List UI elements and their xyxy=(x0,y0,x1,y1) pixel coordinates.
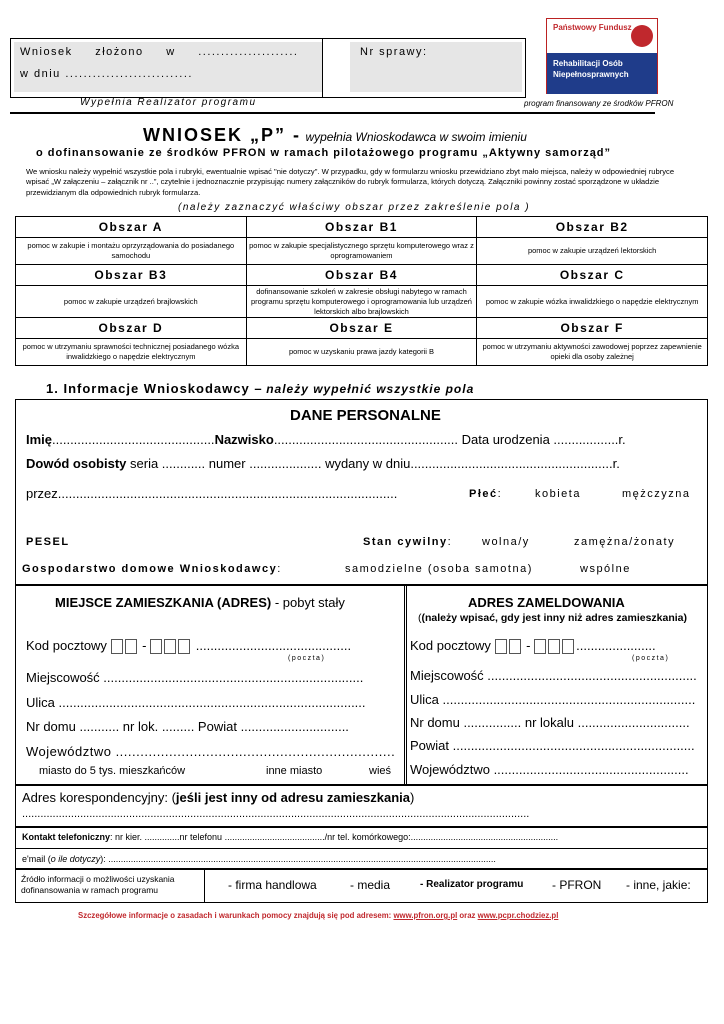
instruction-text: We wniosku należy wypełnić wszystkie pola i rubryki, ewentualnie wpisać "nie dotyczy". W przypadku, gdy w formularzu wniosku przewidziano zbyt mało miejsca, należy w odpowiedniej rubryce wpisać „W załączeniu – załącznik nr ..”, czytelnie i jednoznacznie przypisując numery załączników do rubryk formularza, których dotyczą. Załączniki powinny zostać sporządzone w układzie przewidzianym dla odpowiednich rubryk formularza. xyxy=(26,167,675,197)
residence-kod-field[interactable]: ........................................... xyxy=(195,638,352,653)
header-divider xyxy=(322,38,323,98)
inne-miasto-option[interactable]: inne miasto xyxy=(266,765,323,777)
area-a[interactable]: Obszar A xyxy=(16,217,247,238)
zamezna-option[interactable]: zamężna/żonaty xyxy=(574,536,676,548)
kobieta-option[interactable]: kobieta xyxy=(535,488,581,500)
phone-label: Kontakt telefoniczny xyxy=(22,832,111,842)
area-f-desc: pomoc w utrzymaniu aktywności zawodowej poprzez zapewnienie opieki dla osoby zależnej xyxy=(477,339,708,366)
household-label: Gospodarstwo domowe Wnioskodawcy: xyxy=(22,563,282,575)
source-divider xyxy=(204,869,205,903)
email-label: e'mail ( xyxy=(22,854,51,864)
address-divider xyxy=(404,585,407,785)
footer-text: Szczegółowe informacje o zasadach i warunkach pomocy znajdują się pod adresem: xyxy=(78,911,392,920)
area-b4[interactable]: Obszar B4 xyxy=(246,265,477,286)
area-b1[interactable]: Obszar B1 xyxy=(246,217,477,238)
wolna-option[interactable]: wolna/y xyxy=(482,536,530,548)
logo-line1: Państwowy Fundusz xyxy=(553,23,632,32)
area-b1-desc: pomoc w zakupie specjalistycznego sprzętu komputerowego wraz z oprogramowaniem xyxy=(246,238,477,265)
financed-note: program finansowany ze środków PFRON xyxy=(524,99,674,108)
section1-note: należy wypełnić wszystkie pola xyxy=(266,382,475,396)
source-firma-option[interactable]: - firma handlowa xyxy=(228,878,317,892)
nazwisko-label: Nazwisko xyxy=(214,432,274,447)
registration-kod-label: Kod pocztowy xyxy=(410,638,491,653)
title-main: WNIOSEK „P” - xyxy=(143,125,302,145)
area-b3[interactable]: Obszar B3 xyxy=(16,265,247,286)
footer-note xyxy=(78,911,558,920)
residence-poczta-label: (poczta) xyxy=(288,655,326,662)
household-text: Gospodarstwo domowe Wnioskodawcy xyxy=(22,563,278,575)
registration-nr-field[interactable]: Nr domu ................ nr lokalu ............................... xyxy=(410,715,690,730)
area-f[interactable]: Obszar F xyxy=(477,318,708,339)
source-pfron-option[interactable]: - PFRON xyxy=(552,878,602,892)
registration-ulica-field[interactable]: Ulica ...................................................................... xyxy=(410,692,696,707)
registration-powiat-field[interactable]: Powiat ................................................................... xyxy=(410,738,695,753)
phone-row xyxy=(22,832,558,842)
contact-divider xyxy=(15,848,708,849)
area-b2[interactable]: Obszar B2 xyxy=(477,217,708,238)
registration-miejscowosc-field[interactable]: Miejscowość .......................................................... xyxy=(410,668,697,683)
registration-wojewodztwo-field[interactable]: Województwo ...................................................... xyxy=(410,762,689,777)
residence-miejscowosc-field[interactable]: Miejscowość ........................................................................ xyxy=(26,670,364,685)
area-d[interactable]: Obszar D xyxy=(16,318,247,339)
subtitle: o dofinansowanie ze środków PFRON w ramach pilotażowego programu „Aktywny samorząd” xyxy=(36,147,612,159)
residence-kod-boxes[interactable]: - xyxy=(111,638,193,653)
area-a-desc: pomoc w zakupie i montażu oprzyrządowania do posiadanego samochodu xyxy=(16,238,247,265)
mezczyzna-option[interactable]: mężczyzna xyxy=(622,488,691,500)
footer-oraz: oraz xyxy=(459,911,476,920)
wspolne-option[interactable]: wspólne xyxy=(580,563,631,575)
email-italic: o ile dotyczy xyxy=(50,854,101,864)
registration-note: ((należy wpisać, gdy jest inny niż adres zamieszkania) xyxy=(418,612,688,624)
residence-wojewodztwo-field[interactable]: Województwo .................................................................... xyxy=(26,744,396,759)
correspondence-close: ) xyxy=(410,790,415,805)
residence-title xyxy=(55,595,345,610)
registration-kod-boxes[interactable]: - xyxy=(495,638,577,653)
section1-title: 1. Informacje Wnioskodawcy – xyxy=(46,381,263,396)
dowod-field[interactable]: seria ............ numer .................... wydany w dniu........................................................r. xyxy=(130,456,620,471)
source-label: Źródło informacji o możliwości uzyskania dofinansowania w ramach programu xyxy=(21,874,175,895)
samodzielne-option[interactable]: samodzielne (osoba samotna) xyxy=(345,563,533,575)
registration-title: ADRES ZAMELDOWANIA xyxy=(468,595,625,610)
miasto-option[interactable]: miasto do 5 tys. mieszkańców xyxy=(39,765,186,777)
registration-kod-field[interactable]: ...................... xyxy=(576,638,656,653)
logo-line2: Rehabilitacji Osób xyxy=(553,59,623,68)
correspondence-bold: jeśli jest inny od adresu zamieszkania xyxy=(175,790,411,805)
submitted-label: Wniosek złożono w ...................... xyxy=(20,46,299,58)
email-field[interactable]: ): ........................................................................................................................................................... xyxy=(100,854,496,864)
residence-title-text: MIEJSCE ZAMIESZKANIA (ADRES) xyxy=(55,595,272,610)
page-title xyxy=(143,125,527,146)
correspondence-label xyxy=(22,790,414,805)
filled-by-note: Wypełnia Realizator programu xyxy=(80,97,257,108)
source-media-option[interactable]: - media xyxy=(350,878,391,892)
registration-note-text: (należy wpisać, gdy jest inny niż adres zamieszkania) xyxy=(421,612,688,624)
personal-data-title: DANE PERSONALNE xyxy=(290,407,441,424)
areas-table xyxy=(15,216,708,366)
source-inne-option[interactable]: - inne, jakie: xyxy=(626,878,691,892)
area-c-desc: pomoc w zakupie wózka inwalidzkiego o napędzie elektrycznym xyxy=(477,286,708,318)
section1-heading xyxy=(46,381,474,396)
area-b4-desc: dofinansowanie szkoleń w zakresie obsługi nabytego w ramach programu sprzętu komputerowego i oprogramowania lub urządzeń lektorskich albo brajlowskich xyxy=(246,286,477,318)
area-b2-desc: pomoc w zakupie urządzeń lektorskich xyxy=(477,238,708,265)
plec-label: Płeć: xyxy=(469,488,503,500)
residence-nr-field[interactable]: Nr domu ........... nr lok. ......... Powiat .............................. xyxy=(26,719,349,734)
footer-link-pcpr[interactable]: www.pcpr.chodziez.pl xyxy=(477,911,559,920)
pfron-logo xyxy=(546,18,658,94)
pesel-label: PESEL xyxy=(26,536,70,548)
logo-circle-icon xyxy=(631,25,653,47)
area-e-desc: pomoc w uzyskaniu prawa jazdy kategorii B xyxy=(246,339,477,366)
source-realizator-option[interactable]: - Realizator programu xyxy=(420,879,524,890)
stan-label: Stan cywilny: xyxy=(363,536,453,548)
registration-postal-row xyxy=(410,638,656,654)
residence-ulica-field[interactable]: Ulica ..................................................................................... xyxy=(26,695,366,710)
case-label: Nr sprawy: xyxy=(360,46,428,58)
id-row xyxy=(26,456,620,471)
registration-poczta-label: (poczta) xyxy=(632,655,670,662)
phone-field[interactable]: : nr kier. ..............nr telefonu ......................................../nr tel. komórkowego:........................................................... xyxy=(110,832,559,842)
nazwisko-field[interactable]: ................................................... Data urodzenia ..................r. xyxy=(273,432,626,447)
date-label: w dniu ............................ xyxy=(20,68,193,80)
area-d-desc: pomoc w utrzymaniu sprawności technicznej posiadanego wózka inwalidzkiego o napędzie elektrycznym xyxy=(16,339,247,366)
area-note: (należy zaznaczyć właściwy obszar przez zakreślenie pola ) xyxy=(178,202,531,213)
residence-postal-row xyxy=(26,638,351,654)
area-e[interactable]: Obszar E xyxy=(246,318,477,339)
header-rule xyxy=(10,112,655,114)
logo-line3: Niepełnosprawnych xyxy=(553,70,629,79)
plec-text: Płeć xyxy=(469,488,498,500)
correspondence-field[interactable]: ...................................................................................................................................................................... xyxy=(22,808,530,820)
area-c[interactable]: Obszar C xyxy=(477,265,708,286)
area-b3-desc: pomoc w zakupie urządzeń brajlowskich xyxy=(16,286,247,318)
correspondence-label-text: Adres korespondencyjny: ( xyxy=(22,790,176,805)
name-row xyxy=(26,432,626,447)
dowod-label: Dowód osobisty xyxy=(26,456,127,471)
issued-by-field[interactable]: przez.............................................................................................. xyxy=(26,486,398,501)
imie-label: Imię xyxy=(26,432,53,447)
footer-link-pfron[interactable]: www.pfron.org.pl xyxy=(393,911,458,920)
title-sub: wypełnia Wnioskodawca w swoim imieniu xyxy=(305,130,527,144)
wies-option[interactable]: wieś xyxy=(369,765,392,777)
residence-kod-label: Kod pocztowy xyxy=(26,638,107,653)
imie-field[interactable]: ............................................. xyxy=(52,432,215,447)
residence-title-note: - pobyt stały xyxy=(274,595,345,610)
email-row xyxy=(22,854,496,864)
stan-text: Stan cywilny xyxy=(363,536,448,548)
